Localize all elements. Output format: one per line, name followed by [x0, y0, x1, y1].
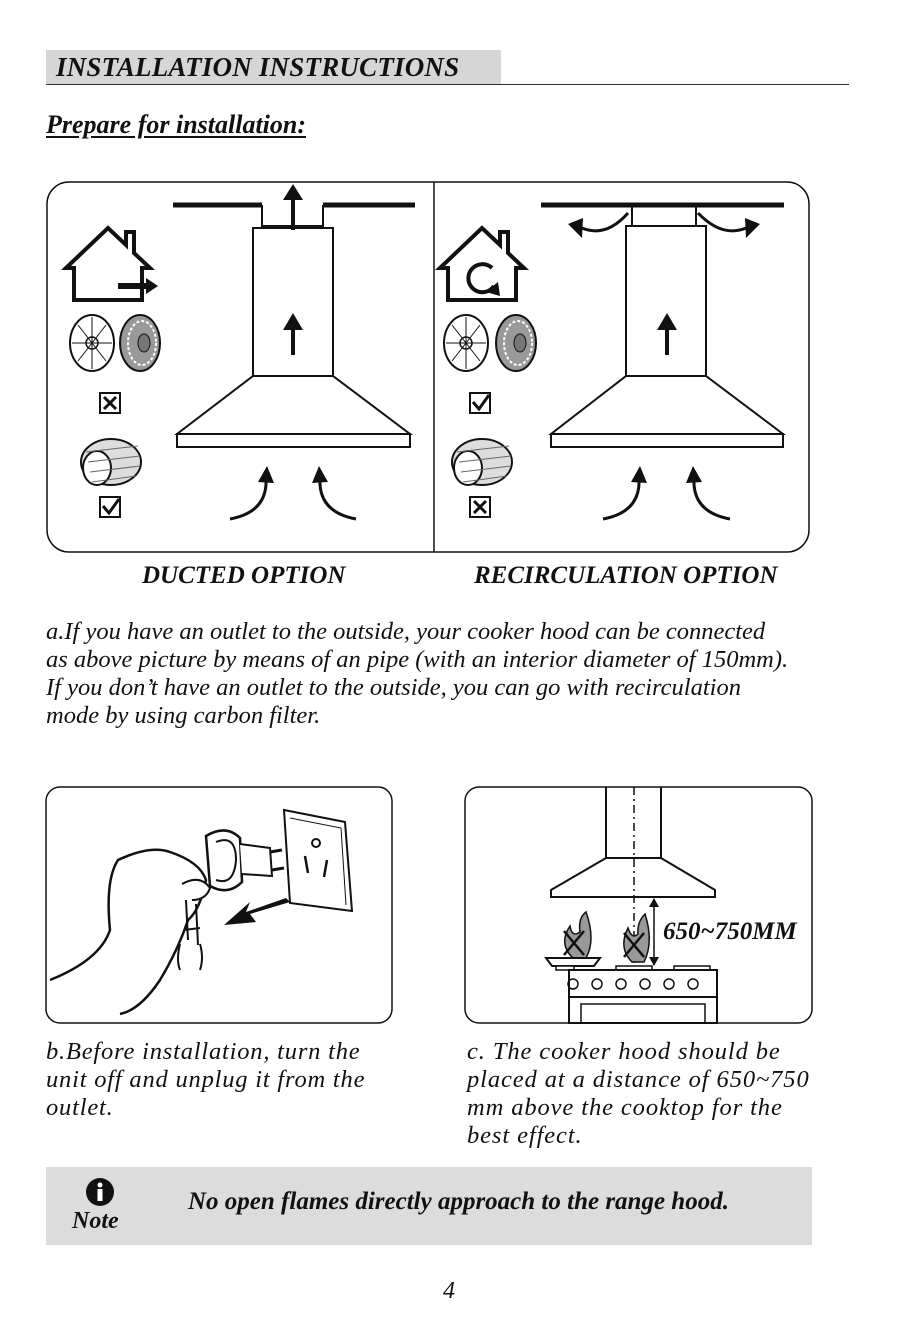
note-text: No open flames directly approach to the range hood. [188, 1188, 729, 1215]
ducted-option-label: DUCTED OPTION [142, 562, 346, 589]
recirculation-option-label: RECIRCULATION OPTION [474, 562, 778, 589]
paragraph-a-line: as above picture by means of an pipe (with an interior diameter of 150mm). [46, 646, 789, 673]
paragraph-c-line: best effect. [467, 1122, 583, 1149]
info-icon [85, 1177, 115, 1207]
paragraph-b-line: b.Before installation, turn the [46, 1038, 361, 1065]
flame-icon [624, 914, 649, 962]
section-subheading: Prepare for installation: [46, 110, 307, 139]
note-label: Note [72, 1208, 119, 1234]
paragraph-b [46, 1038, 365, 1122]
distance-label: 650~750MM [663, 918, 797, 945]
page-number: 4 [443, 1278, 455, 1304]
page-title: INSTALLATION INSTRUCTIONS [56, 52, 460, 82]
paragraph-b-line: unit off and unplug it from the [46, 1066, 366, 1093]
paragraph-c-line: c. The cooker hood should be [467, 1038, 781, 1065]
paragraph-c-line: mm above the cooktop for the [467, 1094, 783, 1121]
paragraph-a-line: mode by using carbon filter. [46, 702, 321, 729]
flame-icon [564, 912, 591, 958]
paragraph-a-line: a.If you have an outlet to the outside, your cooker hood can be connected [46, 618, 766, 645]
paragraph-a-line: If you don’t have an outlet to the outside, you can go with recirculation [46, 674, 741, 701]
paragraph-b-line: outlet. [46, 1094, 114, 1121]
cooktop [556, 966, 717, 1023]
paragraph-c-line: placed at a distance of 650~750 [467, 1066, 810, 1093]
paragraph-c [467, 1038, 810, 1150]
